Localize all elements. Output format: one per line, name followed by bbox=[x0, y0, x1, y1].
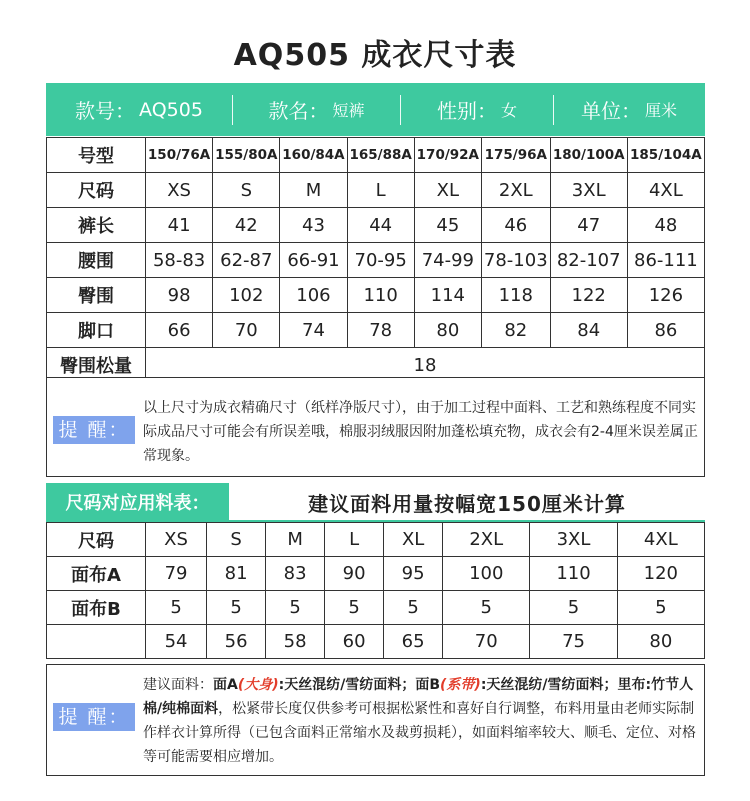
row-label: 面布A bbox=[47, 557, 146, 591]
row-label: 脚口 bbox=[47, 313, 146, 348]
hip-ease-label: 臀围松量 bbox=[47, 348, 146, 383]
table-cell: 78 bbox=[347, 313, 414, 348]
table-cell: 58 bbox=[266, 625, 325, 659]
header-divider bbox=[232, 95, 233, 125]
table-cell: 90 bbox=[325, 557, 384, 591]
reminder-badge: 提 醒： bbox=[53, 703, 135, 731]
table-cell: 4XL bbox=[627, 173, 704, 208]
table-cell: 84 bbox=[550, 313, 627, 348]
table-cell: 3XL bbox=[530, 523, 617, 557]
note-segment: ，松紧带长度仅供参考可根据松紧性和喜好自行调整，布料用量由老师实际制作样衣计算所得（已包含面料正常缩水及裁剪损耗），如面料缩率较大、顺毛、定位、对格等可能需要相应增加。 bbox=[143, 701, 696, 765]
note-highlight: (系带) bbox=[440, 677, 481, 693]
table-cell: 5 bbox=[146, 591, 207, 625]
fabric-reminder-text bbox=[143, 673, 699, 769]
fabric-table bbox=[46, 522, 705, 659]
table-row bbox=[47, 243, 705, 278]
table-cell: 185/104A bbox=[627, 138, 704, 173]
table-cell: 4XL bbox=[617, 523, 704, 557]
unit bbox=[554, 83, 704, 136]
row-label: 面布B bbox=[47, 591, 146, 625]
table-cell: 165/88A bbox=[347, 138, 414, 173]
table-cell: 48 bbox=[627, 208, 704, 243]
table-cell: 66-91 bbox=[280, 243, 347, 278]
table-row bbox=[47, 557, 705, 591]
table-row bbox=[47, 625, 705, 659]
table-row bbox=[47, 173, 705, 208]
table-cell: XS bbox=[146, 173, 213, 208]
hip-ease-value: 18 bbox=[146, 348, 705, 383]
table-cell: 180/100A bbox=[550, 138, 627, 173]
table-cell: 5 bbox=[207, 591, 266, 625]
table-cell: 102 bbox=[213, 278, 280, 313]
note-highlight: (大身) bbox=[237, 677, 279, 693]
size-table bbox=[46, 137, 705, 383]
table-cell: XL bbox=[414, 173, 481, 208]
table-cell: 66 bbox=[146, 313, 213, 348]
table-cell: 2XL bbox=[481, 173, 550, 208]
table-row bbox=[47, 138, 705, 173]
table-cell: 3XL bbox=[550, 173, 627, 208]
table-cell: 58-83 bbox=[146, 243, 213, 278]
table-cell: M bbox=[280, 173, 347, 208]
style-number bbox=[46, 83, 232, 136]
gender-value: 女 bbox=[500, 101, 517, 120]
table-cell: 175/96A bbox=[481, 138, 550, 173]
table-cell: 79 bbox=[146, 557, 207, 591]
reminder-text: 以上尺寸为成衣精确尺寸（纸样净版尺寸），由于加工过程中面料、工艺和熟练程度不同实际成品尺寸可能会有所误差哦，棉服羽绒服因附加蓬松填充物，成衣会有2-4厘米误差属正常现象。 bbox=[143, 400, 698, 464]
table-cell: 70 bbox=[443, 625, 530, 659]
table-cell: 160/84A bbox=[280, 138, 347, 173]
table-row bbox=[47, 208, 705, 243]
table-cell: 2XL bbox=[443, 523, 530, 557]
table-cell: 114 bbox=[414, 278, 481, 313]
table-cell: 110 bbox=[347, 278, 414, 313]
table-cell: 155/80A bbox=[213, 138, 280, 173]
note-segment: 建议面料： bbox=[143, 677, 213, 693]
table-cell: 74-99 bbox=[414, 243, 481, 278]
note-segment: :天丝混纺/雪纺面料；里布:竹节人棉/纯棉面料 bbox=[143, 677, 694, 717]
note-segment: :天丝混纺/雪纺面料；面B bbox=[278, 677, 441, 693]
table-cell: 122 bbox=[550, 278, 627, 313]
table-row bbox=[47, 523, 705, 557]
row-label: 裤长 bbox=[47, 208, 146, 243]
table-cell: 170/92A bbox=[414, 138, 481, 173]
table-cell: 83 bbox=[266, 557, 325, 591]
table-cell: 47 bbox=[550, 208, 627, 243]
table-cell: 120 bbox=[617, 557, 704, 591]
table-cell: 74 bbox=[280, 313, 347, 348]
fabric-section-heading: 建议面料用量按幅宽150厘米计算 bbox=[308, 491, 626, 516]
name-value: 短裤 bbox=[332, 101, 365, 120]
table-cell: 82-107 bbox=[550, 243, 627, 278]
table-cell: 100 bbox=[443, 557, 530, 591]
fabric-section-tag: 尺码对应用料表： bbox=[46, 483, 229, 521]
table-row bbox=[47, 313, 705, 348]
row-label: 号型 bbox=[47, 138, 146, 173]
header-divider bbox=[553, 95, 554, 125]
table-cell: 75 bbox=[530, 625, 617, 659]
table-cell: S bbox=[213, 173, 280, 208]
table-cell: 78-103 bbox=[481, 243, 550, 278]
table-cell: 62-87 bbox=[213, 243, 280, 278]
table-cell: 5 bbox=[384, 591, 443, 625]
table-cell: 86 bbox=[627, 313, 704, 348]
row-label: 臀围 bbox=[47, 278, 146, 313]
name-label: 款名： bbox=[268, 99, 329, 123]
gender bbox=[401, 83, 553, 136]
table-cell: 70-95 bbox=[347, 243, 414, 278]
note-segment: 面A bbox=[213, 677, 238, 693]
table-cell: 82 bbox=[481, 313, 550, 348]
reminder-badge: 提 醒： bbox=[53, 416, 135, 444]
table-cell: 81 bbox=[207, 557, 266, 591]
table-cell: 41 bbox=[146, 208, 213, 243]
table-cell: 126 bbox=[627, 278, 704, 313]
table-cell: 43 bbox=[280, 208, 347, 243]
table-cell: 98 bbox=[146, 278, 213, 313]
unit-value: 厘米 bbox=[644, 101, 677, 120]
table-cell: 42 bbox=[213, 208, 280, 243]
table-cell: XL bbox=[384, 523, 443, 557]
row-label: 尺码 bbox=[47, 523, 146, 557]
fabric-reminder-note bbox=[46, 664, 705, 776]
table-cell: XS bbox=[146, 523, 207, 557]
table-cell: 44 bbox=[347, 208, 414, 243]
table-cell: 46 bbox=[481, 208, 550, 243]
table-row bbox=[47, 278, 705, 313]
info-header bbox=[46, 83, 705, 136]
table-cell: 45 bbox=[414, 208, 481, 243]
reminder-note bbox=[46, 377, 705, 477]
table-row bbox=[47, 591, 705, 625]
table-cell: 5 bbox=[325, 591, 384, 625]
fabric-section-header bbox=[46, 483, 705, 521]
table-cell: 65 bbox=[384, 625, 443, 659]
row-label: 腰围 bbox=[47, 243, 146, 278]
table-cell: S bbox=[207, 523, 266, 557]
style-name bbox=[233, 83, 400, 136]
style-label: 款号： bbox=[75, 99, 136, 123]
style-value: AQ505 bbox=[139, 98, 203, 121]
table-cell: L bbox=[325, 523, 384, 557]
table-cell: L bbox=[347, 173, 414, 208]
table-cell: 5 bbox=[530, 591, 617, 625]
gender-label: 性别： bbox=[436, 99, 497, 123]
table-cell: 60 bbox=[325, 625, 384, 659]
table-cell: 95 bbox=[384, 557, 443, 591]
row-label: 尺码 bbox=[47, 173, 146, 208]
table-cell: 5 bbox=[617, 591, 704, 625]
table-cell: 56 bbox=[207, 625, 266, 659]
unit-label: 单位： bbox=[580, 99, 641, 123]
header-divider bbox=[400, 95, 401, 125]
table-cell: 106 bbox=[280, 278, 347, 313]
table-cell: 110 bbox=[530, 557, 617, 591]
table-cell: 86-111 bbox=[627, 243, 704, 278]
table-cell: 70 bbox=[213, 313, 280, 348]
table-cell: 150/76A bbox=[146, 138, 213, 173]
table-cell: 54 bbox=[146, 625, 207, 659]
row-label bbox=[47, 625, 146, 659]
table-cell: 5 bbox=[266, 591, 325, 625]
page-title: AQ505 成衣尺寸表 bbox=[233, 38, 517, 73]
table-cell: 80 bbox=[414, 313, 481, 348]
table-cell: 5 bbox=[443, 591, 530, 625]
table-cell: 80 bbox=[617, 625, 704, 659]
table-cell: M bbox=[266, 523, 325, 557]
table-cell: 118 bbox=[481, 278, 550, 313]
